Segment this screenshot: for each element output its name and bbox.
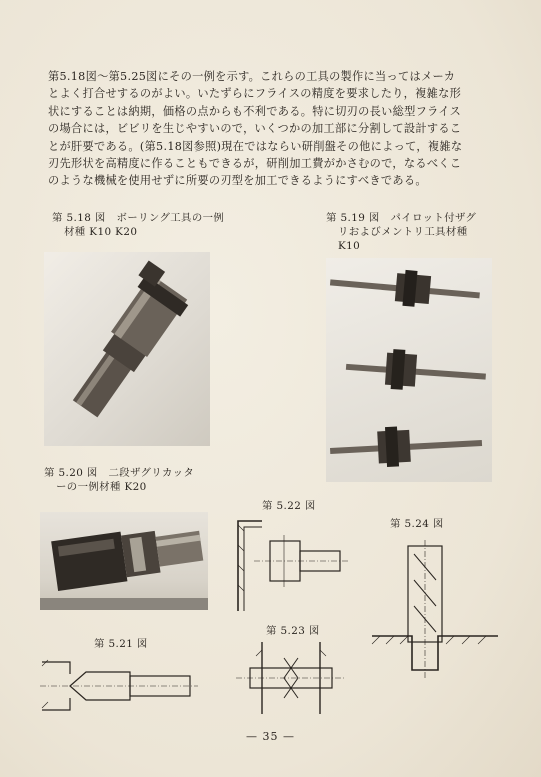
fig-5-23-caption: 第 5.23 図 [266, 625, 320, 637]
fig-5-18-caption [52, 211, 224, 239]
body-line: の場合には，ビビリを生じやすいので，いくつかの加工部に分割して設計するこ [48, 122, 462, 136]
body-line: とが肝要である。(第5.18図参照)現在ではならい研削盤その他によって，複雑な [48, 139, 463, 153]
fig-5-20-caption [44, 466, 194, 494]
fig-5-18-caption-line: 第 5.18 図 ボーリング工具の一例 [52, 212, 225, 224]
fig-5-18-photo [44, 252, 210, 446]
fig-5-20-caption-line: ーの一例材種 K20 [56, 481, 147, 493]
body-line: 第5.18図〜第5.25図にその一例を示す。これらの工具の製作に当ってはメーカ [48, 70, 456, 83]
fig-5-19-caption [326, 211, 476, 253]
fig-5-22-caption: 第 5.22 図 [262, 500, 316, 512]
fig-5-21-drawing [40, 656, 200, 716]
body-line: とよく打合せするのがよい。いたずらにフライスの精度を要求したり，複雑な形 [48, 87, 462, 101]
fig-5-20-photo [40, 512, 208, 610]
pilot-counterbore-illustration [326, 258, 492, 482]
body-line: 刃先形状を高精度に作ることもできるが，研削加工費がかさむので，なるべくこ [48, 157, 462, 171]
fig-5-18-caption-line: 材種 K10 K20 [64, 226, 138, 238]
step-counterbore-cutter-illustration [40, 512, 208, 610]
fig-5-19-caption-line: K10 [338, 240, 361, 252]
body-paragraph [48, 68, 496, 190]
fig-5-19-caption-line: 第 5.19 図 パイロット付ザグ [326, 212, 477, 224]
fig-5-20-caption-line: 第 5.20 図 二段ザグリカッタ [44, 467, 195, 479]
body-line: のような機械を使用せずに所要の刃型を加工できるようにすべきである。 [48, 174, 427, 188]
page-number: — 35 — [246, 730, 295, 743]
boring-tool-illustration [44, 252, 210, 446]
fig-5-21-caption: 第 5.21 図 [94, 638, 148, 650]
fig-5-23-drawing [236, 640, 346, 716]
fig-5-24-caption: 第 5.24 図 [390, 518, 444, 530]
fig-5-19-caption-line: リおよびメントリ工具材種 [338, 226, 468, 238]
fig-5-24-drawing [370, 540, 500, 680]
body-line: 状にすることは納期，価格の点からも不利である。特に切刃の長い総型フライス [48, 104, 462, 118]
fig-5-19-photo [326, 258, 492, 482]
fig-5-22-drawing [234, 515, 354, 615]
